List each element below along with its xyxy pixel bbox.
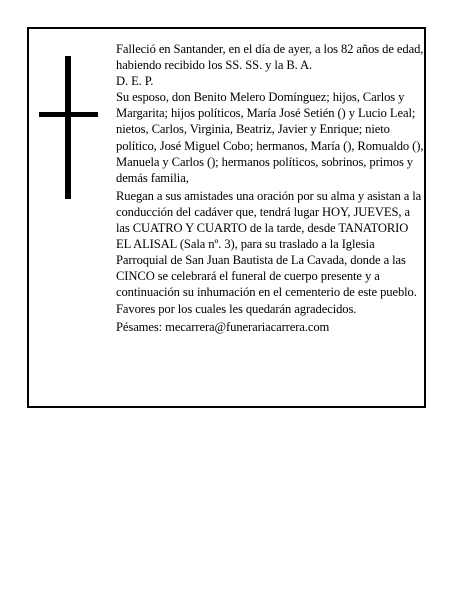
cross-vertical-bar bbox=[65, 56, 71, 199]
funeral-details: Ruegan a sus amistades una oración por su alma y asistan a la conducción del cadáver que, tendrá lugar HOY, JUEVES, a las CUATRO Y CUARTO de la tarde, desde TANATORIO EL ALISAL (Sala nº. 3), para su traslado a la Iglesia Parroquial de San Juan Bautista de La Cavada, donde a las CINCO se celebrará el funeral de cuerpo presente y a continuación su inhumación en el cementerio de este pueblo. Favores por los cuales les quedarán agradecidos. bbox=[116, 188, 422, 316]
obituary-text bbox=[116, 41, 424, 335]
cross-horizontal-bar bbox=[39, 112, 98, 117]
obituary-notice bbox=[27, 27, 426, 408]
cross-icon bbox=[39, 56, 98, 199]
family-list: Su esposo, don Benito Melero Domínguez; hijos, Carlos y Margarita; hijos políticos, María José Setién () y Lucio Leal; nietos, Carlos, Virginia, Beatriz, Javier y Enrique; nieto político, José Miguel Cobo; hermanos, María (), Romualdo (), Manuela y Carlos (); hermanos políticos, sobrinos, primos y demás familia, bbox=[116, 90, 424, 185]
death-announcement: Falleció en Santander, en el día de ayer, a los 82 años de edad, habiendo recibido los SS. SS. y la B. A. bbox=[116, 42, 424, 73]
condolences-email: Pésames: mecarrera@funerariacarrera.com bbox=[116, 319, 330, 334]
rip-abbreviation: D. E. P. bbox=[116, 74, 154, 89]
